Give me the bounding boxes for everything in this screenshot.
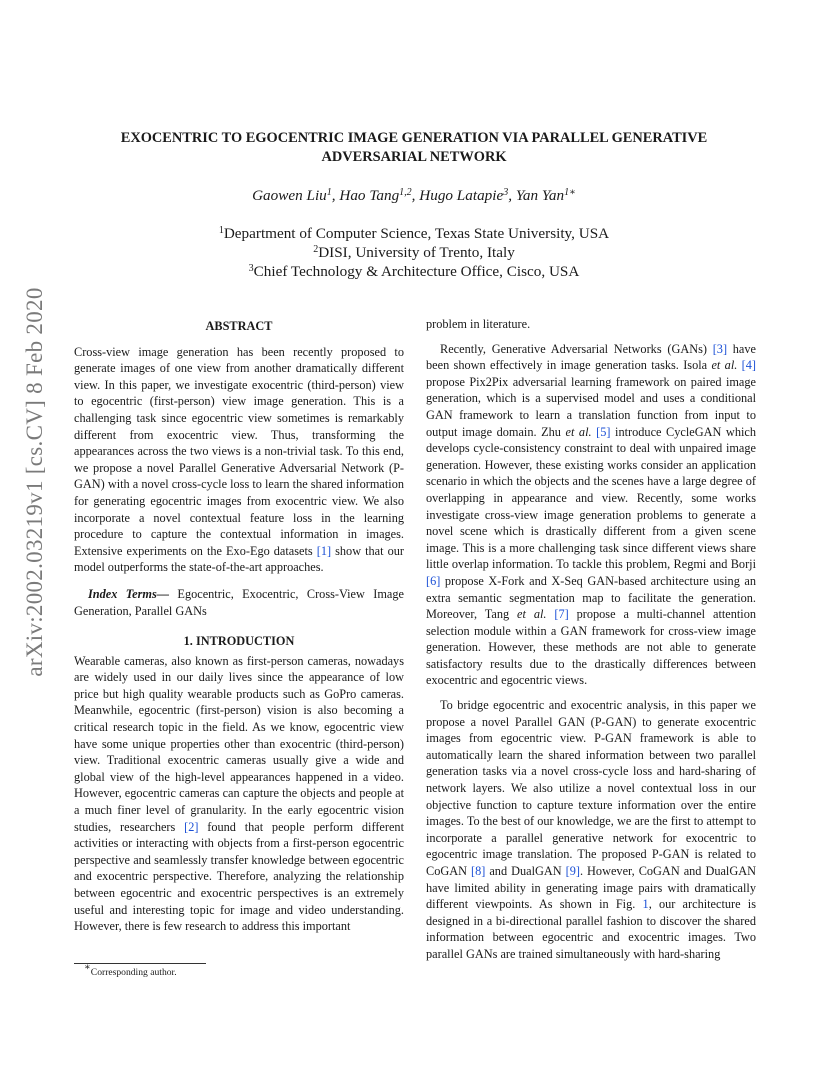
author-sup: 1 bbox=[326, 187, 332, 198]
intro-text: have been shown effectively in image generation tasks. Isola bbox=[426, 341, 756, 373]
footnote-rule bbox=[74, 963, 206, 964]
citation-link[interactable]: [7] bbox=[554, 607, 569, 622]
affiliation-text: Chief Technology & Architecture Office, Cisco, USA bbox=[253, 263, 580, 280]
intro-text: , our architecture is designed in a bi-directional parallel fashion to discover the shared information between egocentric and exocentric images. Two parallel GANs are trained simultaneously with hard-sharing bbox=[426, 897, 756, 961]
citation-link[interactable]: [4] bbox=[741, 358, 757, 373]
affiliation-1 bbox=[70, 225, 758, 243]
footnote-mark: ∗ bbox=[84, 962, 91, 973]
author-sup: 1∗ bbox=[564, 187, 576, 198]
intro-paragraph-1 bbox=[74, 653, 404, 935]
affiliation-text: Department of Computer Science, Texas State University, USA bbox=[223, 225, 610, 242]
title-line-1: EXOCENTRIC TO EGOCENTRIC IMAGE GENERATION VIA PARALLEL GENERATIVE bbox=[120, 130, 708, 146]
author-name: Yan Yan bbox=[515, 187, 565, 204]
intro-text: propose Pix2Pix adversarial learning framework on paired image generation, which is a supervised model and uses a conditional GAN framework to learn a translation function from input to output image domain. Zhu bbox=[426, 374, 756, 439]
affiliation-2 bbox=[70, 244, 758, 262]
citation-link[interactable]: [9] bbox=[565, 864, 580, 878]
intro-text: propose X-Fork and X-Seq GAN-based architecture using an extra semantic segmentation map to facilitate the generation. Moreover, Tang bbox=[426, 573, 756, 622]
affiliation-3 bbox=[70, 263, 758, 281]
author-sup: 3 bbox=[503, 187, 509, 198]
intro-paragraph-3 bbox=[426, 697, 756, 963]
footnote-text: Corresponding author. bbox=[90, 967, 177, 978]
intro-text: found that people perform different activities or interacting with objects from a first-person egocentric perspective and seamlessly transfer knowledge between egocentric and exocentric perspective. Therefore, analyzing the relationship between egocentric and exocentric perspectives is an extremely useful and interesting topic for image and video understanding. However, there is few research to address this important bbox=[74, 819, 404, 934]
citation-link[interactable]: [5] bbox=[596, 424, 611, 439]
affiliation-sup: 2 bbox=[313, 244, 319, 255]
intro-text: introduce CycleGAN which develops cycle-consistency constraint to deal with unpaired image generation. However, these existing works consider an application scenario in which the objects and the scenes have a large degree of overlapping in appearance and view. Recently, some works investigate cross-view image generation problems to generate a novel scene which is drastically different from a given scene image. This is a more challenging task since different views share little overlap information. To tackle this problem, Regmi and Borji bbox=[426, 424, 756, 572]
left-column bbox=[74, 318, 404, 935]
citation-link[interactable]: [8] bbox=[471, 864, 486, 878]
intro-paragraph-1-end: problem in literature. bbox=[426, 317, 531, 331]
abstract-text: Cross-view image generation has been recently proposed to generate images of one view from another dramatically different view. In this paper, we investigate exocentric (third-person) view to egocentric (first-person) view image generation. This is a challenging task since egocentric view sometimes is remarkably different from exocentric view. Thus, transforming the appearances across the two views is a non-trivial task. To this end, we propose a novel Parallel Generative Adversarial Network (P-GAN) with a novel cross-cycle loss to learn the shared information for generating egocentric images from exocentric view. We also incorporate a novel contextual feature loss in the learning procedure to capture the contextual information in images. Extensive experiments on the Exo-Ego datasets bbox=[74, 344, 404, 558]
title-line-2: ADVERSARIAL NETWORK bbox=[321, 149, 507, 165]
author-sep: , bbox=[331, 187, 340, 204]
author-sep: , bbox=[508, 187, 516, 204]
citation-link[interactable]: [1] bbox=[316, 543, 332, 558]
arxiv-identifier bbox=[20, 287, 50, 677]
intro-text: Wearable cameras, also known as first-person cameras, nowadays are widely used in our daily lives since the appearance of low price but high quality wearable products such as GoPro cameras. Meanwhile, egocentric (first-person) vision is also becoming a critical research topic in the field. As we know, egocentric view have some unique properties other than exocentric (third-person) view. Traditional exocentric cameras usually give a wide and global view of the high-level appearances happened in a video. However, egocentric cameras can capture the objects and people at a much finer level of granularity. In the early egocentric vision studies, researchers bbox=[74, 653, 404, 834]
intro-heading: 1. INTRODUCTION bbox=[183, 634, 295, 649]
index-terms-text: Egocentric, Exocentric, Cross-View Image Generation, Parallel GANs bbox=[74, 586, 404, 618]
affiliation-sup: 3 bbox=[248, 263, 254, 274]
intro-text: propose a multi-channel attention selection module within a GAN framework for cross-view image generation. However, these methods are not able to generate satisfactory results due to the drastically differences between exocentric and egocentric views. bbox=[426, 607, 757, 688]
citation-link[interactable]: [6] bbox=[426, 573, 441, 588]
author-name: Hugo Latapie bbox=[419, 187, 504, 204]
et-al: et al. bbox=[711, 358, 738, 373]
figure-link[interactable]: 1 bbox=[642, 897, 649, 912]
author-sep: , bbox=[411, 187, 420, 204]
author-sup: 1,2 bbox=[399, 187, 412, 198]
index-terms-label: Index Terms— bbox=[88, 586, 170, 601]
author-name: Gaowen Liu bbox=[252, 187, 327, 204]
arxiv-identifier-text: arXiv:2002.03219v1 [cs.CV] 8 Feb 2020 bbox=[22, 287, 47, 677]
footnote bbox=[84, 962, 177, 978]
author-list bbox=[70, 187, 758, 205]
affiliation-sup: 1 bbox=[218, 225, 224, 236]
intro-text: and DualGAN bbox=[485, 864, 566, 878]
et-al: et al. bbox=[565, 424, 592, 439]
intro-text: . However, CoGAN and DualGAN have limited ability in generating image pairs with dramatically different viewpoints. As shown in Fig. bbox=[426, 864, 756, 912]
abstract-body bbox=[74, 344, 404, 576]
citation-link[interactable]: [2] bbox=[184, 819, 199, 834]
right-column bbox=[426, 316, 756, 963]
index-terms bbox=[74, 586, 404, 619]
citation-link[interactable]: [3] bbox=[712, 341, 728, 356]
affiliation-text: DISI, University of Trento, Italy bbox=[318, 244, 515, 261]
paper-title bbox=[70, 129, 758, 167]
intro-text: Recently, Generative Adversarial Networks (GANs) bbox=[440, 341, 713, 356]
intro-text: To bridge egocentric and exocentric analysis, in this paper we propose a novel Parallel GAN (P-GAN) to generate exocentric images from egocentric view. P-GAN framework is able to automatically learn the shared information between two parallel generation tasks via a novel cross-cycle loss and hard-sharing of network layers. We also utilize a novel contextual loss in our objective function to capture texture information over the entire images. To the best of our knowledge, we are the first to attempt to incorporate a parallel generative network for exocentric to egocentric image translation. The proposed P-GAN is related to CoGAN bbox=[426, 698, 756, 878]
intro-paragraph-2 bbox=[426, 341, 756, 689]
abstract-text-end: show that our model outperforms the state-of-the-art approaches. bbox=[74, 543, 404, 575]
author-name: Hao Tang bbox=[339, 187, 400, 204]
et-al: et al. bbox=[517, 607, 547, 622]
abstract-heading: ABSTRACT bbox=[205, 319, 273, 333]
